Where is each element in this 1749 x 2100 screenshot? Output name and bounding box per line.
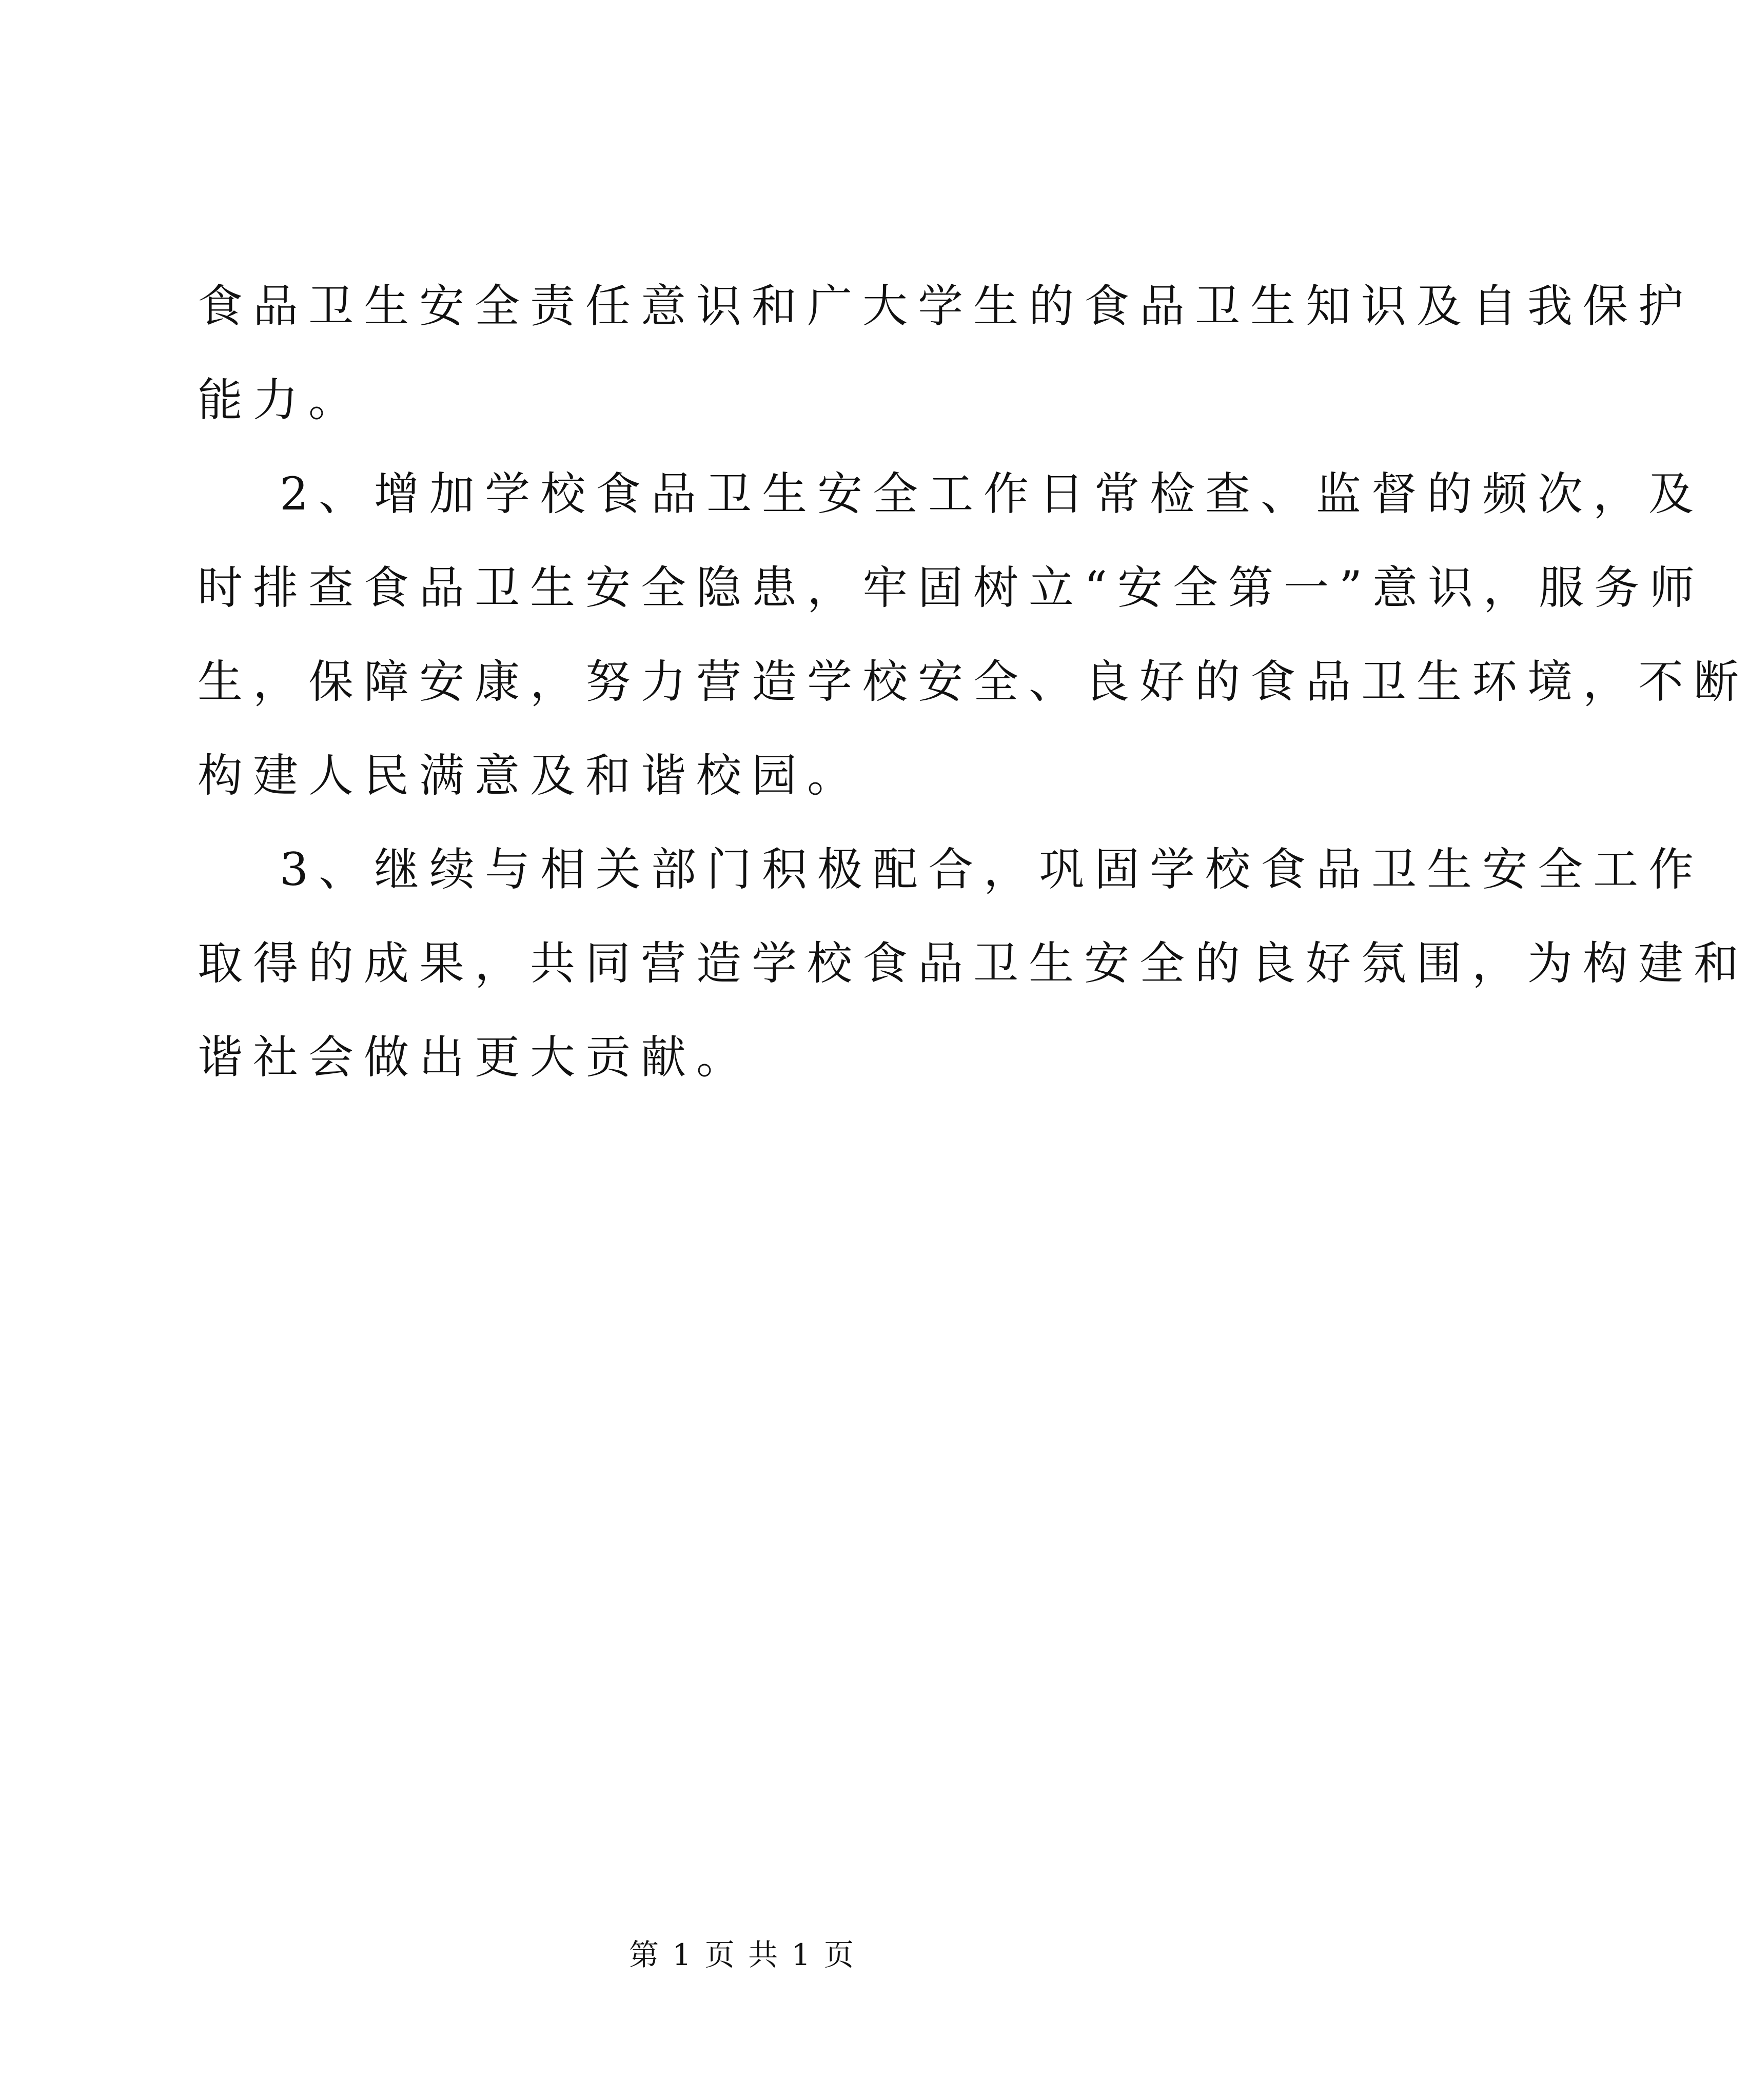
text-line: 3、继续与相关部门积极配合，巩固学校食品卫生安全工作 bbox=[280, 843, 1704, 896]
paragraph-2 bbox=[198, 447, 1749, 822]
text-line: 取得的成果，共同营造学校食品卫生安全的良好氛围，为构建和 bbox=[198, 937, 1749, 990]
text-line: 2、增加学校食品卫生安全工作日常检查、监督的频次，及 bbox=[280, 467, 1704, 520]
paragraph-1 bbox=[198, 259, 1694, 447]
page-number-footer: 第 1 页 共 1 页 bbox=[629, 1937, 856, 1972]
text-line: 时排查食品卫生安全隐患，牢固树立“安全第一”意识，服务师 bbox=[198, 561, 1705, 614]
text-line: 食品卫生安全责任意识和广大学生的食品卫生知识及自我保护 bbox=[198, 280, 1694, 332]
text-line: 生，保障安康，努力营造学校安全、良好的食品卫生环境，不断 bbox=[198, 655, 1749, 708]
text-line: 能力。 bbox=[198, 374, 364, 426]
body-text bbox=[198, 259, 1749, 1104]
text-line: 构建人民满意及和谐校园。 bbox=[198, 749, 863, 802]
paragraph-3 bbox=[198, 822, 1749, 1104]
text-line: 谐社会做出更大贡献。 bbox=[198, 1031, 752, 1084]
